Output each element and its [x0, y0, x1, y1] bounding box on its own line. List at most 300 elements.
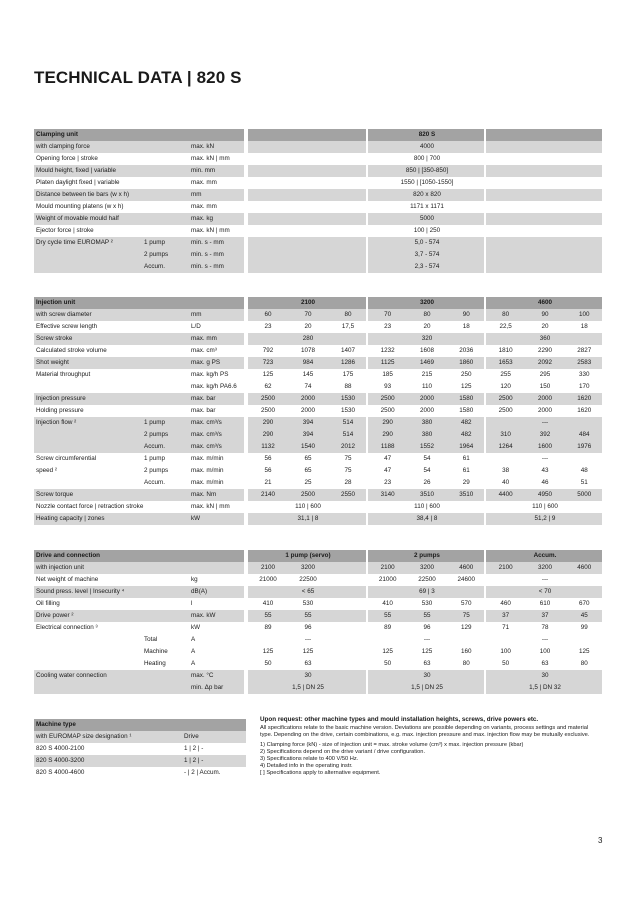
value-cell: 145 [302, 371, 314, 378]
row-sublabel: Heating [144, 660, 166, 667]
value-cell: 37 [502, 612, 510, 619]
row-unit: max. m/min [191, 479, 224, 486]
value-cell: 50 [384, 660, 392, 667]
value-cell: 29 [462, 479, 470, 486]
value-cell: 380 [421, 431, 433, 438]
row-unit: min. Δp bar [191, 684, 224, 691]
value-cell: 89 [384, 624, 392, 631]
table-row [34, 562, 604, 574]
value-cell: --- [541, 455, 549, 462]
row-unit: max. bar [191, 395, 216, 402]
value-cell: 410 [262, 600, 274, 607]
value-cell: 1550 | [1050-1550] [400, 179, 454, 186]
row-label: Weight of movable mould half [36, 215, 119, 222]
value-cell: 514 [342, 431, 354, 438]
row-label: Sound press. level | Insecurity ⁴ [36, 588, 125, 595]
section-header-row [34, 719, 246, 731]
value-cell: 4950 [537, 491, 553, 498]
value-cell: 2500 [498, 407, 513, 414]
table-row [34, 141, 604, 153]
row-label: Injection flow ² [36, 419, 77, 426]
value-cell: 850 | [350-850] [405, 167, 449, 174]
value-cell: 4600 [577, 564, 592, 571]
row-unit: max. kN | mm [191, 503, 230, 510]
value-cell: 99 [580, 624, 588, 631]
value-cell: 2000 [419, 395, 435, 402]
value-cell: 1600 [537, 443, 553, 450]
footnote: 1) Clamping force (kN) - size of injection unit = max. stroke volume (cm³) x max. injection pressure (kbar) [260, 742, 524, 749]
value-cell: 1286 [340, 359, 356, 366]
value-cell: 482 [461, 431, 472, 438]
value-cell: 55 [304, 612, 312, 619]
value-cell: 1232 [380, 347, 395, 354]
value-cell: 2500 [380, 407, 395, 414]
value-cell: 2,3 - 574 [414, 263, 440, 270]
row-label: Distance between tie bars (w x h) [36, 191, 130, 198]
row-label: Opening force | stroke [36, 155, 98, 162]
value-cell: 65 [304, 467, 312, 474]
value-cell: 5000 [577, 491, 592, 498]
value-cell: 2550 [340, 491, 356, 498]
value-cell: 18 [580, 323, 588, 330]
row-label: Calculated stroke volume [36, 347, 107, 354]
row-unit: max. mm [191, 179, 217, 186]
value-cell: 1125 [380, 359, 395, 366]
value-cell: 2036 [459, 347, 474, 354]
value-cell: 20 [423, 323, 431, 330]
value-cell: 3200 [419, 299, 435, 306]
drive-connection-table [34, 550, 604, 694]
value-cell: 2000 [300, 407, 316, 414]
row-sublabel: 1 pump [144, 419, 166, 426]
row-label: Shot weight [36, 359, 69, 366]
table-row [34, 586, 604, 598]
section-header-row [34, 297, 604, 309]
value-cell: 320 [421, 335, 433, 342]
value-cell: 394 [302, 419, 314, 426]
cell-background [248, 189, 366, 201]
value-cell: 290 [382, 419, 393, 426]
value-cell: 514 [342, 419, 354, 426]
value-cell: 2290 [537, 347, 553, 354]
value-cell: 51,2 | 9 [534, 515, 556, 522]
value-cell: 3140 [380, 491, 395, 498]
table-row [34, 465, 604, 477]
value-cell: 380 [421, 419, 433, 426]
row-label: Machine type [36, 721, 76, 728]
value-cell: 330 [579, 371, 590, 378]
row-sublabel: Accum. [144, 263, 165, 270]
row-unit: kg [191, 576, 198, 583]
cell-background [486, 213, 602, 225]
table-row [34, 249, 604, 261]
value-cell: 820 S [418, 131, 436, 138]
value-cell: 125 [262, 648, 274, 655]
value-cell: 484 [579, 431, 590, 438]
value-cell: 100 | 250 [413, 227, 441, 234]
value-cell: 31,1 | 8 [297, 515, 319, 522]
value-cell: 1540 [300, 443, 316, 450]
row-unit: max. cm³/s [191, 431, 222, 438]
table-row [34, 574, 604, 586]
value-cell: 89 [264, 624, 272, 631]
value-cell: --- [423, 636, 431, 643]
value-cell: 80 [580, 660, 588, 667]
value-cell: 4600 [537, 299, 553, 306]
drive-value: Drive [184, 733, 199, 740]
value-cell: --- [541, 419, 549, 426]
cell-background [248, 237, 366, 249]
value-cell: 310 [500, 431, 511, 438]
value-cell: 2827 [577, 347, 592, 354]
cell-background [248, 165, 366, 177]
table-row [34, 755, 246, 767]
value-cell: 2012 [340, 443, 356, 450]
value-cell: 394 [302, 431, 314, 438]
value-cell: 70 [384, 311, 392, 318]
row-label: with injection unit [36, 564, 84, 571]
footnote: [ ] Specifications apply to alternative equipment. [260, 769, 381, 776]
value-cell: 2000 [419, 407, 435, 414]
table-row [34, 670, 604, 682]
value-cell: 50 [502, 660, 510, 667]
value-cell: 185 [382, 371, 393, 378]
value-cell: 1,5 | DN 25 [292, 684, 324, 691]
row-unit: max. °C [191, 672, 214, 679]
value-cell: 22500 [299, 576, 317, 583]
value-cell: 78 [541, 624, 549, 631]
value-cell: 3,7 - 574 [414, 251, 440, 258]
value-cell: 1 pump (servo) [285, 552, 331, 559]
value-cell: 482 [461, 419, 472, 426]
value-cell: 43 [541, 467, 549, 474]
row-label: Mould mounting platens (w x h) [36, 203, 124, 210]
table-row [34, 441, 604, 453]
injection-unit-table [34, 297, 604, 525]
row-unit: L/D [191, 323, 201, 330]
value-cell: 100 [539, 648, 551, 655]
value-cell: 61 [462, 455, 470, 462]
value-cell: 255 [500, 371, 511, 378]
row-label: Drive and connection [36, 552, 101, 559]
value-cell: 530 [421, 600, 433, 607]
cell-background [486, 261, 602, 273]
cell-background [486, 189, 602, 201]
value-cell: 55 [384, 612, 392, 619]
row-unit: kW [191, 515, 201, 522]
row-label: with EUROMAP size designation ¹ [36, 733, 132, 740]
table-row [34, 682, 604, 694]
value-cell: 125 [382, 648, 393, 655]
value-cell: 175 [342, 371, 354, 378]
value-cell: 1407 [340, 347, 356, 354]
row-label: 820 S 4000-2100 [36, 745, 85, 752]
row-unit: A [191, 660, 196, 667]
row-unit: max. Nm [191, 491, 217, 498]
value-cell: 2500 [260, 407, 276, 414]
row-sublabel: Total [144, 636, 158, 643]
value-cell: 4400 [498, 491, 513, 498]
value-cell: 80 [462, 660, 470, 667]
row-unit: max. mm [191, 203, 217, 210]
row-unit: max. bar [191, 407, 216, 414]
row-unit: A [191, 648, 196, 655]
value-cell: 63 [423, 660, 431, 667]
table-row [34, 345, 604, 357]
table-row [34, 417, 604, 429]
row-sublabel: 2 pumps [144, 251, 169, 258]
row-label: Dry cycle time EUROMAP ² [36, 239, 113, 246]
table-row [34, 309, 604, 321]
value-cell: 1171 x 1171 [410, 203, 444, 210]
row-label: Material throughput [36, 371, 91, 378]
cell-background [248, 249, 366, 261]
row-unit: kW [191, 624, 201, 631]
table-row [34, 177, 604, 189]
row-unit: max. cm³/s [191, 419, 222, 426]
value-cell: < 65 [301, 588, 315, 595]
notes-body: All specifications relate to the basic machine version. Deviations are possible depending on variants, process settings and material type. Depending on the drive, certain combinations, e.g. max. injection pressure and max. injection flow may be mutually exclusive. [260, 724, 590, 738]
value-cell: 2583 [577, 359, 592, 366]
row-unit: dB(A) [191, 588, 208, 595]
row-label: Oil filling [36, 600, 60, 607]
table-row [34, 321, 604, 333]
value-cell: 40 [502, 479, 510, 486]
value-cell: 63 [541, 660, 549, 667]
value-cell: 2100 [260, 564, 276, 571]
row-sublabel: Accum. [144, 443, 165, 450]
drive-value: 1 | 2 | - [184, 757, 204, 764]
row-unit: max. kN | mm [191, 227, 230, 234]
value-cell: 80 [502, 311, 510, 318]
notes-heading: Upon request: other machine types and mould installation heights, screws, drive powers etc. [260, 716, 539, 723]
value-cell: 215 [421, 371, 433, 378]
row-unit: max. kW [191, 612, 216, 619]
value-cell: 280 [302, 335, 314, 342]
table-row [34, 153, 604, 165]
value-cell: 110 [421, 383, 433, 390]
row-label: Electrical connection ³ [36, 624, 98, 631]
drive-value: - | 2 | Accum. [184, 769, 221, 776]
value-cell: 75 [462, 612, 470, 619]
value-cell: 69 | 3 [419, 588, 435, 595]
value-cell: 80 [423, 311, 431, 318]
value-cell: 1,5 | DN 32 [529, 684, 561, 691]
row-sublabel: 2 pumps [144, 431, 169, 438]
value-cell: 21000 [259, 576, 277, 583]
value-cell: 2000 [537, 407, 553, 414]
value-cell: 1976 [577, 443, 592, 450]
row-label: 820 S 4000-4600 [36, 769, 85, 776]
value-cell: 4000 [419, 143, 435, 150]
value-cell: 2500 [380, 395, 395, 402]
value-cell: 2100 [300, 299, 316, 306]
value-cell: 792 [262, 347, 274, 354]
value-cell: 38 [502, 467, 510, 474]
table-row [34, 237, 604, 249]
value-cell: 392 [539, 431, 551, 438]
value-cell: 47 [384, 467, 392, 474]
value-cell: 54 [423, 455, 431, 462]
cell-background [486, 129, 602, 141]
value-cell: 1608 [419, 347, 435, 354]
value-cell: 120 [500, 383, 511, 390]
table-row [34, 381, 604, 393]
value-cell: 110 | 600 [414, 503, 440, 510]
value-cell: 88 [344, 383, 352, 390]
table-row [34, 477, 604, 489]
row-unit: max. g PS [191, 359, 221, 366]
cell-background [486, 237, 602, 249]
row-unit: l [191, 600, 193, 607]
value-cell: 3510 [459, 491, 474, 498]
table-row [34, 333, 604, 345]
table-row [34, 634, 604, 646]
page-number: 3 [598, 836, 603, 845]
value-cell: 250 [461, 371, 472, 378]
value-cell: 70 [304, 311, 312, 318]
row-label: Heating capacity | zones [36, 515, 105, 522]
table-row [34, 501, 604, 513]
value-cell: 125 [461, 383, 472, 390]
row-label: Screw circumferential [36, 455, 97, 462]
row-sublabel: 1 pump [144, 239, 166, 246]
value-cell: 2 pumps [414, 552, 440, 559]
table-row [34, 201, 604, 213]
value-cell: 90 [541, 311, 549, 318]
table-row [34, 622, 604, 634]
row-label: Effective screw length [36, 323, 98, 330]
row-label: Drive power ² [36, 612, 74, 619]
value-cell: 2100 [380, 564, 395, 571]
value-cell: 670 [579, 600, 590, 607]
value-cell: 160 [461, 648, 472, 655]
clamping-unit-table [34, 129, 604, 273]
value-cell: 75 [344, 455, 352, 462]
value-cell: 50 [264, 660, 272, 667]
row-label: speed ² [36, 467, 58, 474]
value-cell: 170 [579, 383, 590, 390]
value-cell: 25 [304, 479, 312, 486]
value-cell: 125 [302, 648, 314, 655]
value-cell: 46 [541, 479, 549, 486]
value-cell: 20 [304, 323, 312, 330]
value-cell: 54 [423, 467, 431, 474]
value-cell: 93 [384, 383, 392, 390]
row-sublabel: 2 pumps [144, 467, 169, 474]
value-cell: 1264 [498, 443, 513, 450]
table-row [34, 429, 604, 441]
row-label: Ejector force | stroke [36, 227, 94, 234]
row-unit: A [191, 636, 196, 643]
value-cell: 2000 [537, 395, 553, 402]
value-cell: 570 [461, 600, 472, 607]
footnote-list [260, 742, 590, 776]
table-row [34, 165, 604, 177]
value-cell: 3200 [537, 564, 553, 571]
row-label: Holding pressure [36, 407, 84, 414]
value-cell: 23 [384, 323, 392, 330]
value-cell: 30 [304, 672, 312, 679]
machine-type-table [34, 719, 246, 779]
value-cell: 1653 [498, 359, 513, 366]
value-cell: 47 [384, 455, 392, 462]
table-row [34, 610, 604, 622]
value-cell: 21000 [378, 576, 397, 583]
row-unit: min. s - mm [191, 239, 224, 246]
row-unit: max. kN | mm [191, 155, 230, 162]
table-row [34, 393, 604, 405]
value-cell: 290 [262, 419, 274, 426]
value-cell: 100 [579, 311, 590, 318]
row-unit: min. s - mm [191, 251, 224, 258]
row-sublabel: Machine [144, 648, 168, 655]
footnote: 3) Specifications relate to 400 V/50 Hz. [260, 755, 359, 762]
row-label: with screw diameter [36, 311, 92, 318]
table-row [34, 261, 604, 273]
value-cell: 984 [302, 359, 314, 366]
value-cell: 80 [344, 311, 352, 318]
value-cell: 3200 [419, 564, 435, 571]
page-title: TECHNICAL DATA | 820 S [34, 68, 242, 87]
value-cell: 28 [344, 479, 352, 486]
row-label: Injection unit [36, 299, 76, 306]
value-cell: 100 [500, 648, 511, 655]
row-label: Clamping unit [36, 131, 78, 138]
value-cell: 360 [539, 335, 551, 342]
row-label: Screw torque [36, 491, 74, 498]
value-cell: 96 [304, 624, 312, 631]
value-cell: 56 [264, 455, 272, 462]
value-cell: 3510 [419, 491, 435, 498]
table-row [34, 357, 604, 369]
value-cell: 62 [264, 383, 272, 390]
value-cell: 21 [264, 479, 272, 486]
cell-background [486, 249, 602, 261]
row-unit: max. m/min [191, 467, 224, 474]
value-cell: 55 [264, 612, 272, 619]
row-label: Screw stroke [36, 335, 73, 342]
section-header-row [34, 550, 604, 562]
row-label: Nozzle contact force | retraction stroke [36, 503, 144, 510]
value-cell: 125 [579, 648, 590, 655]
footnote: 4) Detailed info in the operating instr. [260, 762, 353, 769]
value-cell: 723 [262, 359, 274, 366]
value-cell: 90 [462, 311, 470, 318]
value-cell: 30 [423, 672, 431, 679]
cell-background [248, 213, 366, 225]
notes-block [260, 717, 590, 776]
value-cell: 38,4 | 8 [416, 515, 438, 522]
table-row [34, 453, 604, 465]
value-cell: --- [541, 576, 549, 583]
table-row [34, 743, 246, 755]
row-label: with clamping force [36, 143, 90, 150]
row-unit: max. kg [191, 215, 214, 222]
value-cell: 71 [502, 624, 510, 631]
row-label: Platen daylight fixed | variable [36, 179, 120, 186]
row-label: 820 S 4000-3200 [36, 757, 85, 764]
value-cell: 295 [539, 371, 551, 378]
value-cell: 1,5 | DN 25 [411, 684, 443, 691]
row-unit: max. mm [191, 335, 217, 342]
table-row [34, 369, 604, 381]
value-cell: 30 [541, 672, 549, 679]
row-label: Injection pressure [36, 395, 86, 402]
value-cell: 2100 [498, 564, 513, 571]
value-cell: 61 [462, 467, 470, 474]
footnote: 2) Specifications depend on the drive variant / drive configuration. [260, 749, 426, 756]
